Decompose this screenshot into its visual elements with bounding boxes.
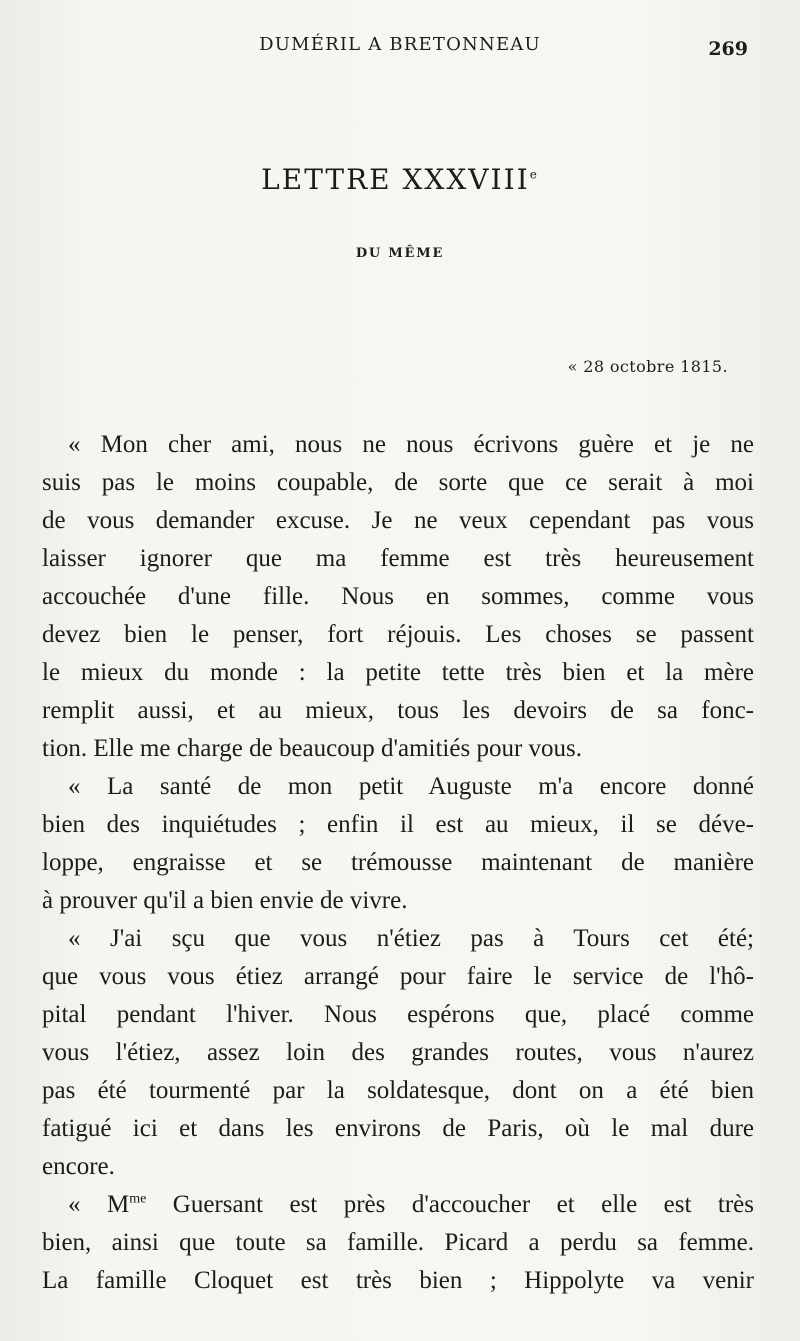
letter-title-sup: e [529,167,539,182]
paragraph [42,426,754,768]
paragraph [42,920,754,1186]
text-line: vous l'étiez, assez loin des grandes routes, vous n'aurez [42,1039,754,1066]
text-line: fatigué ici et dans les environs de Paris, où le mal dure [42,1115,754,1142]
dateline: « 28 octobre 1815. [567,357,728,376]
text-line: bien des inquiétudes ; enfin il est au mieux, il se déve- [42,811,754,838]
text-line: le mieux du monde : la petite tette très bien et la mère [42,659,754,686]
letter-subtitle: DU MÊME [355,246,445,261]
text-line: laisser ignorer que ma femme est très heureusement [42,545,754,572]
text-line: que vous vous étiez arrangé pour faire le service de l'hô- [42,963,754,990]
page-number: 269 [708,38,748,60]
text-line: devez bien le penser, fort réjouis. Les choses se passent [42,621,754,648]
paragraph [42,768,754,920]
text-line: bien, ainsi que toute sa famille. Picard a perdu sa femme. [42,1229,754,1256]
text-line: « La santé de mon petit Auguste m'a encore donné [68,773,754,800]
text-line: de vous demander excuse. Je ne veux cependant pas vous [42,507,754,534]
text-line: « J'ai sçu que vous n'étiez pas à Tours cet été; [68,925,754,952]
text-line: encore. [42,1153,115,1180]
text-line: remplit aussi, et au mieux, tous les devoirs de sa fonc- [42,697,754,724]
letter-title [0,163,800,196]
letter-title-text: LETTRE XXXVIII [261,163,530,196]
text-line: suis pas le moins coupable, de sorte que ce serait à moi [42,469,754,496]
text-line: à prouver qu'il a bien envie de vivre. [42,887,408,914]
text-line: accouchée d'une fille. Nous en sommes, comme vous [42,583,754,610]
body-text [42,426,754,1300]
text-line: « $M^{me}$ Guersant est près d'accoucher et elle est très [68,1191,754,1218]
text-line: « Mon cher ami, nous ne nous écrivons guère et je ne [68,431,754,458]
text-line: tion. Elle me charge de beaucoup d'amitiés pour vous. [42,735,583,762]
running-header: DUMÉRIL A BRETONNEAU [259,34,541,55]
paragraph [42,1186,754,1300]
text-line: loppe, engraisse et se trémousse maintenant de manière [42,849,754,876]
text-line: La famille Cloquet est très bien ; Hippolyte va venir [42,1267,754,1294]
text-line: pas été tourmenté par la soldatesque, dont on a été bien [42,1077,754,1104]
text-line: pital pendant l'hiver. Nous espérons que, placé comme [42,1001,754,1028]
